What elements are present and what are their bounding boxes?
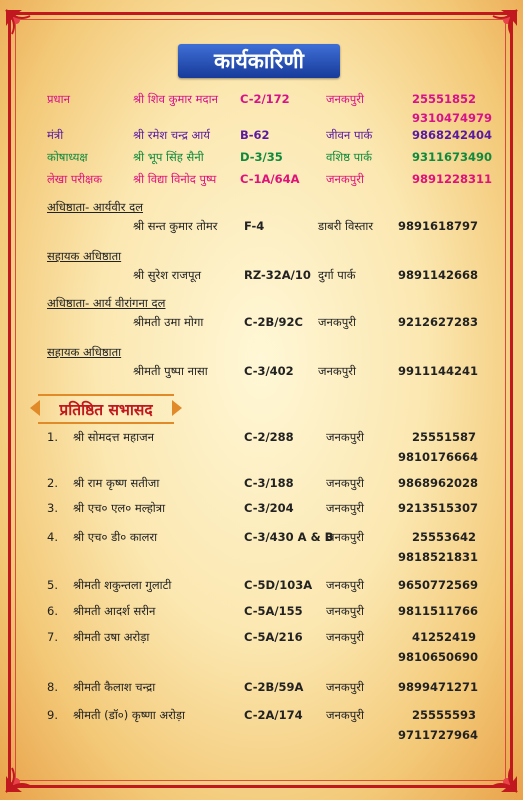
member-number: 5. (47, 578, 58, 592)
corner-ornament-icon (485, 760, 519, 794)
member-area: जनकपुरी (326, 530, 364, 544)
member-phone: 9213515307 (398, 501, 479, 515)
members-title: प्रतिष्ठित सभासद (59, 401, 153, 419)
member-area: जनकपुरी (326, 578, 364, 592)
member-number: 9. (47, 708, 58, 722)
officer-phone: 25551852 (412, 92, 477, 106)
section-phone: 9911144241 (398, 364, 479, 378)
section-heading: अधिष्ठाता- आर्यवीर दल (47, 200, 143, 214)
officer-name: श्री रमेश चन्द्र आर्य (133, 128, 210, 142)
officer-name: श्री विद्या विनोद पुष्प (133, 172, 217, 186)
member-name: श्रीमती उषा अरोड़ा (73, 630, 150, 644)
member-address: C-3/204 (244, 501, 294, 515)
section-heading: सहायक अधिष्ठाता (47, 345, 122, 359)
member-address: C-2B/59A (244, 680, 304, 694)
member-address: C-3/430 A & B (244, 530, 334, 544)
member-phone: 9868962028 (398, 476, 479, 490)
member-address: C-5A/216 (244, 630, 303, 644)
member-area: जनकपुरी (326, 476, 364, 490)
member-number: 6. (47, 604, 58, 618)
page-title: कार्यकारिणी (178, 44, 340, 78)
section-address: C-3/402 (244, 364, 294, 378)
officer-phone: 9310474979 (412, 111, 493, 125)
member-name: श्री एच० डी० कालरा (73, 530, 158, 544)
member-phone: 9811511766 (398, 604, 479, 618)
section-area: दुर्गा पार्क (318, 268, 356, 282)
section-address: RZ-32A/10 (244, 268, 311, 282)
section-heading: अधिष्ठाता- आर्य वीरांगना दल (47, 296, 166, 310)
member-phone: 9818521831 (398, 550, 479, 564)
member-phone: 9810176664 (398, 450, 479, 464)
member-area: जनकपुरी (326, 680, 364, 694)
officer-address: C-1A/64A (240, 172, 300, 186)
officer-role: कोषाध्यक्ष (47, 150, 88, 164)
section-phone: 9891142668 (398, 268, 479, 282)
officer-phone: 9311673490 (412, 150, 493, 164)
member-phone: 25555593 (412, 708, 477, 722)
member-area: जनकपुरी (326, 708, 364, 722)
corner-ornament-icon (4, 8, 38, 42)
section-area: डाबरी विस्तार (318, 219, 374, 233)
member-phone: 25553642 (412, 530, 477, 544)
member-address: C-2A/174 (244, 708, 303, 722)
section-heading: सहायक अधिष्ठाता (47, 249, 122, 263)
officer-role: मंत्री (47, 128, 64, 142)
member-number: 2. (47, 476, 58, 490)
member-number: 7. (47, 630, 58, 644)
member-phone: 9711727964 (398, 728, 479, 742)
member-phone: 9810650690 (398, 650, 479, 664)
member-number: 1. (47, 430, 58, 444)
member-phone: 9899471271 (398, 680, 479, 694)
members-heading (38, 394, 174, 424)
member-phone: 25551587 (412, 430, 477, 444)
officer-address: B-62 (240, 128, 270, 142)
member-name: श्रीमती (डॉ०) कृष्णा अरोड़ा (73, 708, 186, 722)
officer-area: जीवन पार्क (326, 128, 373, 142)
member-phone: 9650772569 (398, 578, 479, 592)
officer-area: जनकपुरी (326, 92, 364, 106)
member-name: श्रीमती कैलाश चन्द्रा (73, 680, 156, 694)
member-number: 8. (47, 680, 58, 694)
member-number: 4. (47, 530, 58, 544)
member-address: C-3/188 (244, 476, 294, 490)
section-area: जनकपुरी (318, 315, 356, 329)
member-name: श्री एच० एल० मल्होत्रा (73, 501, 166, 515)
member-name: श्री राम कृष्ण सतीजा (73, 476, 160, 490)
member-phone: 41252419 (412, 630, 477, 644)
officer-name: श्री शिव कुमार मदान (133, 92, 219, 106)
officer-area: वशिष्ठ पार्क (326, 150, 372, 164)
member-address: C-5D/103A (244, 578, 313, 592)
member-area: जनकपुरी (326, 630, 364, 644)
member-name: श्रीमती आदर्श सरीन (73, 604, 156, 618)
member-name: श्रीमती शकुन्तला गुलाटी (73, 578, 172, 592)
section-name: श्री सन्त कुमार तोमर (133, 219, 218, 233)
officer-name: श्री भूप सिंह सैनी (133, 150, 204, 164)
member-area: जनकपुरी (326, 501, 364, 515)
member-area: जनकपुरी (326, 430, 364, 444)
officer-address: C-2/172 (240, 92, 290, 106)
member-address: C-2/288 (244, 430, 294, 444)
section-name: श्री सुरेश राजपूत (133, 268, 202, 282)
member-number: 3. (47, 501, 58, 515)
corner-ornament-icon (485, 8, 519, 42)
member-address: C-5A/155 (244, 604, 303, 618)
member-area: जनकपुरी (326, 604, 364, 618)
section-address: F-4 (244, 219, 265, 233)
corner-ornament-icon (4, 760, 38, 794)
officer-address: D-3/35 (240, 150, 283, 164)
section-phone: 9891618797 (398, 219, 479, 233)
officer-role: लेखा परीक्षक (47, 172, 103, 186)
section-address: C-2B/92C (244, 315, 303, 329)
section-area: जनकपुरी (318, 364, 356, 378)
section-phone: 9212627283 (398, 315, 479, 329)
officer-area: जनकपुरी (326, 172, 364, 186)
officer-phone: 9891228311 (412, 172, 493, 186)
section-name: श्रीमती पुष्पा नासा (133, 364, 208, 378)
section-name: श्रीमती उमा मोगा (133, 315, 204, 329)
officer-phone: 9868242404 (412, 128, 493, 142)
member-name: श्री सोमदत्त महाजन (73, 430, 154, 444)
officer-role: प्रधान (47, 92, 70, 106)
